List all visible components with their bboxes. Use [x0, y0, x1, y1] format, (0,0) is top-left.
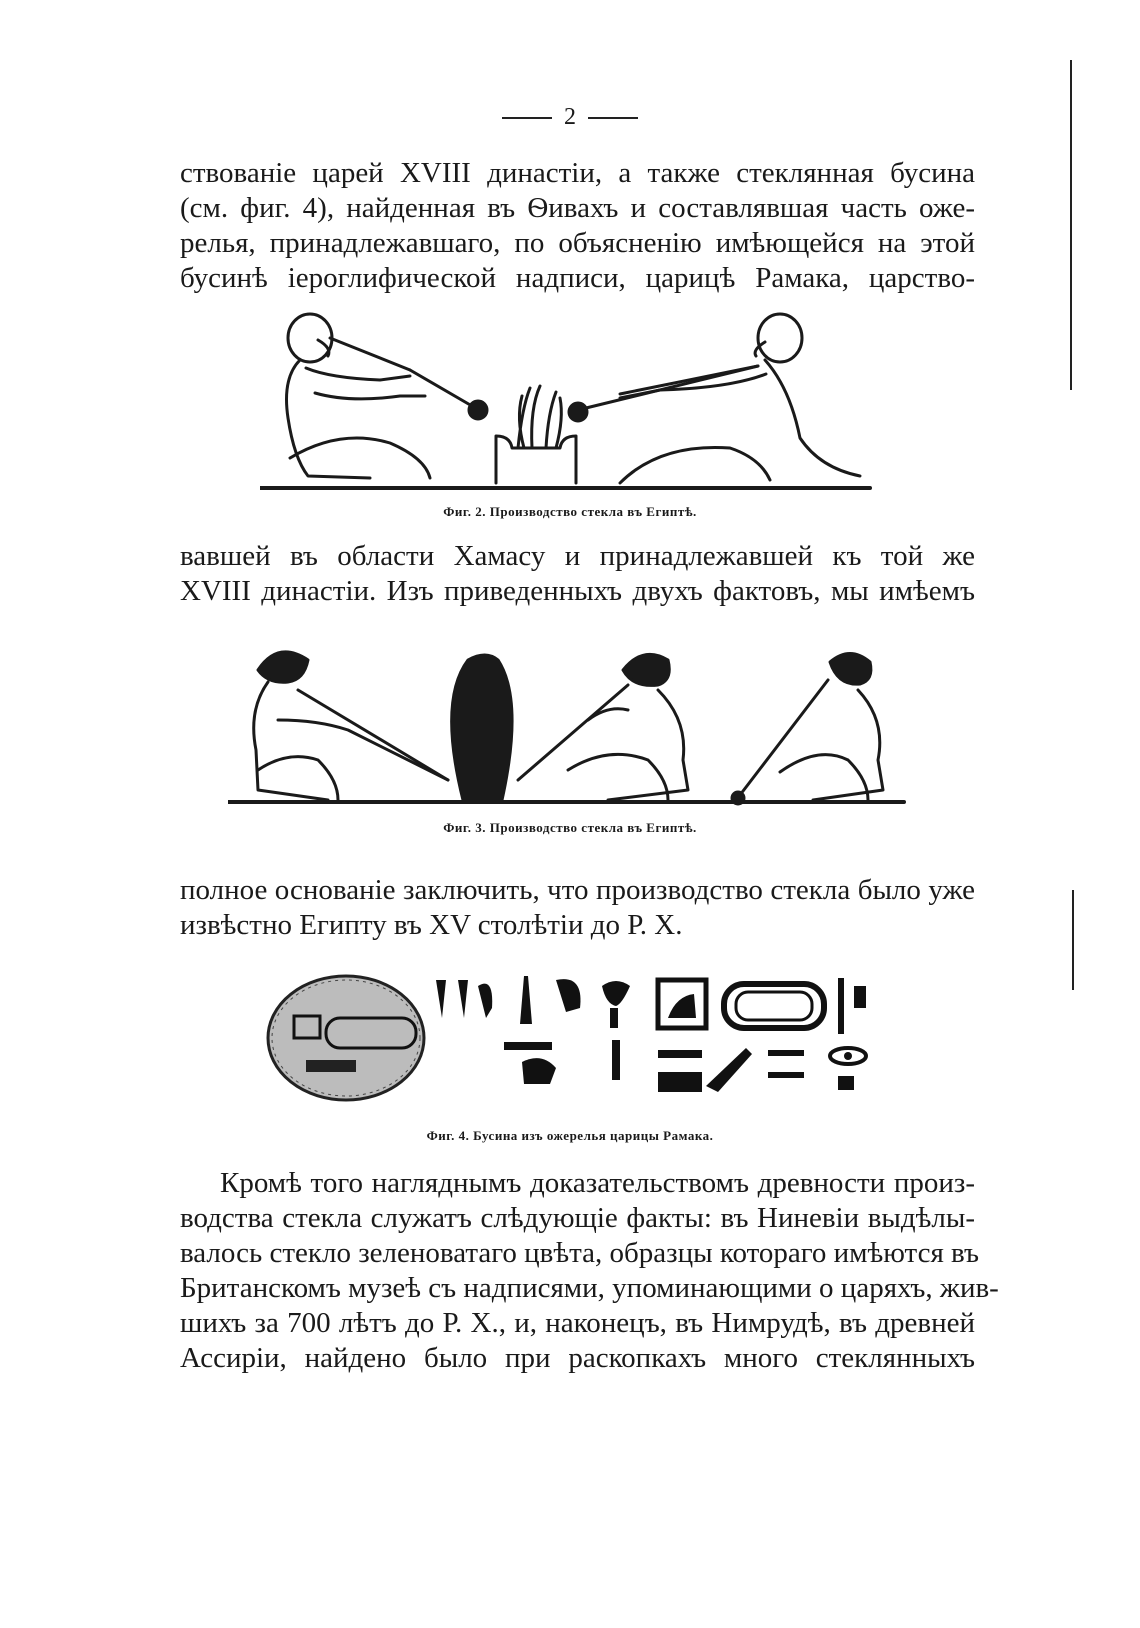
text-line: водства стекла служатъ слѣдующіе факты: въ Ниневіи выдѣлы- — [180, 1202, 975, 1234]
text-line: вавшей въ области Хамасу и принадлежавшей къ той же — [180, 540, 975, 572]
text-line: полное основаніе заключить, что производство стекла было уже — [180, 874, 975, 906]
text-line: Британскомъ музеѣ съ надписями, упоминающими о царяхъ, жив- — [180, 1272, 999, 1304]
paragraph-4 — [180, 1166, 999, 1376]
figure-4-illustration — [266, 968, 886, 1103]
figure-3-caption: Фиг. 3. Производство стекла въ Египтѣ. — [443, 820, 697, 835]
text-line: валось стекло зеленоватаго цвѣта, образцы котораго имѣются въ — [180, 1237, 980, 1269]
figure-4-caption: Фиг. 4. Бусина изъ ожерелья царицы Рамака. — [426, 1128, 714, 1143]
figure-3-illustration — [228, 640, 908, 810]
text-line: (см. фиг. 4), найденная въ Ѳивахъ и составлявшая часть оже- — [180, 192, 975, 224]
figure-2-caption: Фиг. 2. Производство стекла въ Египтѣ. — [443, 504, 697, 519]
text-line: XVIII династіи. Изъ приведенныхъ двухъ фактовъ, мы имѣемъ — [180, 575, 975, 607]
figure-2-illustration — [260, 308, 880, 493]
paragraph-3 — [180, 873, 975, 943]
page-edge-line — [1072, 890, 1074, 990]
text-line: бусинѣ іероглифической надписи, царицѣ Рамака, царство- — [180, 262, 975, 294]
text-line: извѣстно Египту въ XV столѣтіи до Р. Х. — [180, 909, 683, 941]
bead-image — [268, 976, 424, 1100]
text-line: Кромѣ того нагляднымъ доказательствомъ древности произ- — [220, 1167, 975, 1199]
paragraph-2 — [180, 539, 975, 609]
page-number: 2 — [0, 104, 1140, 131]
text-line: ствованіе царей XVIII династіи, а также стеклянная бусина — [180, 157, 975, 189]
text-line: релья, принадлежавшаго, по объясненію имѣющейся на этой — [180, 227, 975, 259]
text-line: Ассиріи, найдено было при раскопкахъ много стеклянныхъ — [180, 1342, 975, 1374]
text-line: шихъ за 700 лѣтъ до Р. Х., и, наконецъ, въ Нимрудѣ, въ древней — [180, 1307, 975, 1339]
paragraph-1 — [180, 156, 975, 296]
